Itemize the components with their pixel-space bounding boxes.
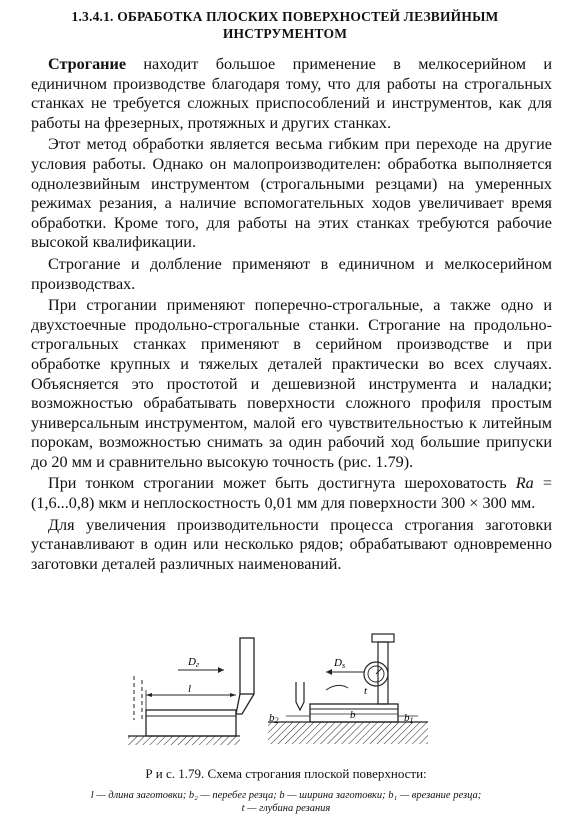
left-cutter: [236, 694, 254, 714]
figure-legend: [16, 789, 556, 815]
body-text: [31, 55, 552, 576]
right-table-hatch: [268, 722, 428, 744]
b2-label: b2: [269, 712, 279, 725]
figure-legend-line2: t — глубина резания: [241, 803, 331, 814]
paragraph-2: Этот метод обработки является весьма гибким при переходе на другие условия работы. Однако он малопроизводителен: обработка выполняется однолезвийным инструментом (строгальными резцами) на умеренных режимах резания, а наличие вспомогательных ходов увеличивает время обработки. Кроме того, для работы на этих станках требуются рабочие высокой квалификации.: [31, 135, 552, 252]
paragraph-1: [31, 55, 552, 133]
left-workpiece: [146, 710, 236, 736]
section-heading-line1: 1.3.4.1. ОБРАБОТКА ПЛОСКИХ ПОВЕРХНОСТЕЙ ЛЕЗВИЙНЫМ: [71, 9, 499, 24]
ra-symbol: Ra: [515, 474, 534, 493]
t-label: t: [364, 685, 368, 697]
paragraph-5: [31, 474, 552, 513]
dr-label: Dг: [188, 656, 200, 669]
ds-arrow-head: [326, 669, 332, 675]
side-tool: [296, 682, 304, 710]
b-label: b: [350, 709, 356, 721]
paragraph-1-text: находит большое применение в мелкосерийном и единичном производстве благодаря тому, что для работы на строгальных станках не требуется сложных приспособлений и инструментов, как для работы на фрезерных, протяжных и других станках.: [31, 55, 552, 132]
term-strogание: Строгание: [48, 55, 127, 73]
left-cutter-holder: [240, 638, 254, 694]
ds-label: Ds: [334, 657, 346, 670]
left-table-hatch: [128, 736, 240, 745]
figure-legend-line1: l — длина заготовки; b₂ — перебег резца; b — ширина заготовки; b₁ — врезание резца;: [90, 790, 482, 801]
l-arrow-right: [230, 693, 236, 697]
gauge-head: [372, 634, 394, 642]
gauge-needle: [376, 668, 382, 674]
paragraph-5-text-a: При тонком строгании может быть достигнута шероховатость: [48, 474, 516, 493]
l-arrow-left: [146, 693, 152, 697]
feed-curve: [326, 685, 348, 690]
paragraph-6: Для увеличения производительности процесса строгания заготовки устанавливают в один или несколько рядов; обрабатывают одновременно заготовки деталей различных наименований.: [31, 515, 552, 573]
left-view: [128, 638, 254, 745]
paragraph-4: При строгании применяют поперечно-строгальные, а также одно и двухстоечные продольно-строгальные станки. Строгание на продольно-строгальных станках применяют в серийном производстве и при обработке крупных и тяжелых деталей практически во всех случаях. Объясняется это простотой и дешевизной инструмента и наладки; возможностью обрабатывать поверхности сложного профиля простым универсальным инструментом, малой его чувствительностью к литейным порокам, возможностью снимать за один рабочий ход большие припуски до 20 мм и сравнительно высокую точность (рис. 1.79).: [31, 296, 552, 471]
b1-label: b1: [404, 712, 414, 725]
planing-diagram: [128, 632, 428, 758]
figure-caption: Р и с. 1.79. Схема строгания плоской поверхности:: [145, 766, 427, 781]
paragraph-3: Строгание и долбление применяют в единичном и мелкосерийном производствах.: [31, 254, 552, 293]
section-heading-line2: ИНСТРУМЕНТОМ: [222, 26, 348, 41]
dr-arrow-head: [218, 667, 224, 673]
right-view: [268, 634, 428, 744]
gauge-stem: [378, 642, 388, 704]
paragraph-5-text-b: = (1,6...0,8) мкм и неплоскостность 0,01 мм для поверхности 300 × 300 мм.: [31, 474, 553, 513]
l-label: l: [188, 683, 192, 695]
section-heading: [20, 8, 550, 42]
